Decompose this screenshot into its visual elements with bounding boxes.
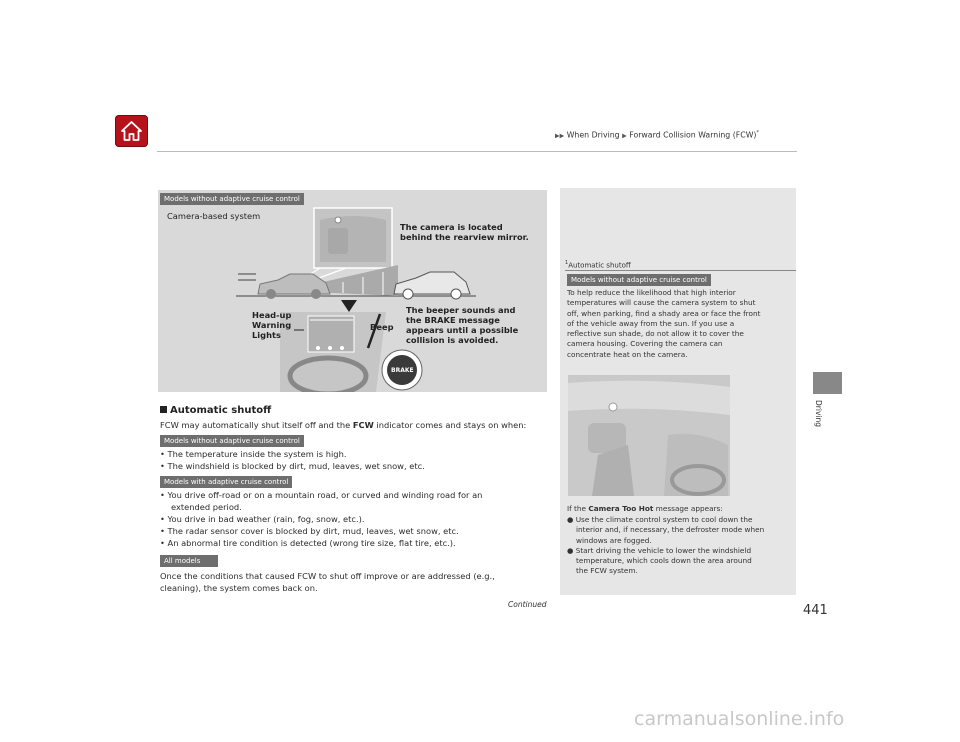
- camera-location-note: [400, 222, 529, 242]
- list-item-text: The radar sensor cover is blocked by dirt, mud, leaves, wet snow, etc.: [167, 526, 459, 536]
- list-item-text: An abnormal tire condition is detected (wrong tire size, flat tire, etc.).: [167, 538, 456, 548]
- hud-line: Lights: [252, 330, 281, 340]
- message-name: Camera Too Hot: [588, 504, 654, 513]
- note-line: collision is avoided.: [406, 335, 499, 345]
- note-line: The beeper sounds and: [406, 305, 516, 315]
- list-item: • You drive in bad weather (rain, fog, snow, etc.).: [160, 514, 365, 524]
- list-item-continuation: windows are fogged.: [576, 535, 652, 545]
- note-title: [565, 260, 631, 269]
- list-item: • The radar sensor cover is blocked by dirt, mud, leaves, wet snow, etc.: [160, 526, 459, 536]
- note-title-text: Automatic shutoff: [568, 261, 631, 270]
- beep-label: Beep: [370, 322, 394, 332]
- closing-text: Once the conditions that caused FCW to shut off improve or are addressed (e.g.,: [160, 571, 495, 581]
- home-button[interactable]: [115, 115, 148, 147]
- note-line: behind the rearview mirror.: [400, 232, 529, 242]
- heading-text: Automatic shutoff: [170, 405, 272, 416]
- intro-text: [160, 420, 526, 431]
- list-item-text: The windshield is blocked by dirt, mud, leaves, wet snow, etc.: [167, 461, 425, 471]
- list-item-text: The temperature inside the system is high.: [167, 449, 347, 459]
- note-line: appears until a possible: [406, 325, 519, 335]
- note-line: reflective sun shade, do not allow it to cover the: [567, 329, 744, 339]
- continued-label: Continued: [508, 600, 547, 609]
- model-tag: All models: [160, 555, 218, 567]
- fcw-word: FCW: [352, 420, 374, 430]
- list-item: • The windshield is blocked by dirt, mud, leaves, wet snow, etc.: [160, 461, 425, 471]
- list-item-continuation: extended period.: [171, 502, 242, 512]
- watermark: carmanualsonline.info: [634, 708, 845, 730]
- list-item-continuation: temperature, which cools down the area around: [576, 556, 752, 566]
- text-span: message appears:: [653, 504, 723, 513]
- square-bullet-icon: [160, 406, 167, 413]
- note-text: message: [455, 315, 500, 325]
- arrow-icon: ▶: [622, 132, 627, 140]
- header-divider: [157, 151, 797, 152]
- note-line: of the vehicle away from the sun. If you use a: [567, 318, 735, 328]
- section-tab[interactable]: [813, 372, 842, 394]
- list-item-text: Start driving the vehicle to lower the windshield: [575, 545, 752, 555]
- hud-line: Warning: [252, 320, 292, 330]
- text-span: FCW may automatically shut itself off and the: [160, 420, 353, 430]
- brake-display-label: BRAKE: [391, 367, 414, 374]
- list-item-text: You drive in bad weather (rain, fog, snow, etc.).: [167, 514, 365, 524]
- beeper-note: [406, 305, 518, 345]
- brake-word: BRAKE: [424, 315, 456, 325]
- note-line: The camera is located: [400, 222, 503, 232]
- model-tag: Models with adaptive cruise control: [160, 476, 292, 488]
- note-line: [406, 315, 518, 325]
- closing-text: cleaning), the system comes back on.: [160, 583, 318, 593]
- note-line: temperatures will cause the camera system to shut: [567, 298, 756, 308]
- section-label: Driving: [814, 400, 823, 427]
- hud-label: [252, 310, 291, 340]
- message-intro: [567, 504, 723, 514]
- home-icon: [120, 120, 143, 142]
- note-line: To help reduce the likelihood that high interior: [567, 288, 736, 297]
- note-divider: [565, 270, 796, 271]
- section-heading: [160, 405, 271, 416]
- note-line: off, when parking, find a shady area or face the front: [567, 308, 761, 318]
- list-item-text: Use the climate control system to cool down the: [575, 515, 753, 524]
- model-tag: Models without adaptive cruise control: [567, 274, 711, 286]
- camera-photo: [568, 375, 730, 496]
- note-line: camera housing. Covering the camera can: [567, 339, 723, 349]
- list-item-continuation: interior and, if necessary, the defroster mode when: [576, 525, 765, 535]
- list-item-text: You drive off-road or on a mountain road, or curved and winding road for an: [167, 490, 483, 500]
- note-paragraph: [567, 288, 760, 360]
- windshield-illustration: [568, 375, 730, 496]
- breadcrumb-item[interactable]: Forward Collision Warning (FCW): [629, 130, 757, 140]
- page-number: 441: [803, 603, 828, 618]
- note-line: concentrate heat on the camera.: [567, 349, 688, 359]
- model-tag: Models without adaptive cruise control: [160, 435, 304, 447]
- list-item: • An abnormal tire condition is detected (wrong tire size, flat tire, etc.).: [160, 538, 456, 548]
- list-item-continuation: the FCW system.: [576, 566, 638, 576]
- text-span: indicator comes and stays on when:: [373, 420, 527, 430]
- note-ref: 1: [565, 260, 569, 266]
- footnote-marker: *: [756, 130, 759, 136]
- breadcrumb: [555, 130, 759, 140]
- note-text: the: [406, 315, 425, 325]
- hud-line: Head-up: [252, 310, 292, 320]
- list-item: • The temperature inside the system is high.: [160, 449, 347, 459]
- camera-system-label: Camera-based system: [167, 211, 261, 221]
- text-span: If the: [567, 504, 589, 513]
- list-item: • You drive off-road or on a mountain road, or curved and winding road for an: [160, 490, 483, 500]
- arrow-icon: ▶▶: [555, 132, 565, 140]
- list-item: ● Use the climate control system to cool down the interior and, if necessary, the defroster mode when windows are fogged. ● Start driving the vehicle to lower the windshield temperature, which cools down the area around the FCW system.: [567, 515, 765, 576]
- breadcrumb-item[interactable]: When Driving: [566, 130, 620, 140]
- fcw-illustration: [158, 190, 547, 392]
- model-tag: Models without adaptive cruise control: [160, 193, 304, 205]
